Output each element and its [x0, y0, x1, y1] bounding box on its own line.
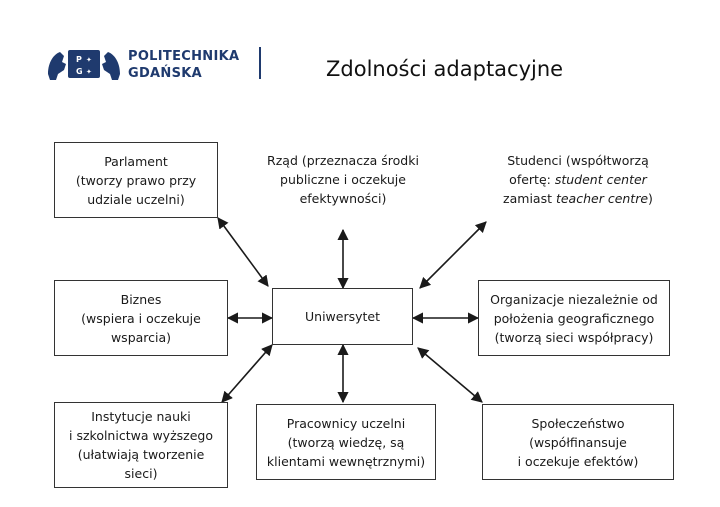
biznes-title: Biznes: [120, 291, 162, 307]
node-spoleczenstwo: [482, 404, 674, 480]
node-instytucje: [54, 402, 228, 488]
studenci-desc-3c: ): [648, 190, 653, 206]
organizacje-desc-1: niezależnie od: [564, 291, 658, 307]
studenci-desc-3b: teacher centre: [555, 190, 649, 206]
parlament-title: Parlament: [104, 153, 168, 169]
node-uniwersytet: [272, 288, 413, 345]
biznes-desc-2: wsparcia): [110, 329, 172, 345]
logo-line-1: POLITECHNIKA: [128, 49, 240, 64]
node-studenci: [486, 145, 670, 213]
logo-line-2: GDAŃSKA: [128, 66, 202, 81]
organizacje-desc-3: (tworzą sieci współpracy): [494, 329, 654, 345]
organizacje-desc-2: położenia geograficznego: [493, 310, 655, 326]
spoleczenstwo-desc-2: i oczekuje efektów): [517, 453, 639, 469]
instytucje-desc-2: (ułatwiają tworzenie: [77, 447, 205, 462]
node-pracownicy: [256, 404, 436, 480]
instytucje-title: Instytucje nauki: [91, 409, 191, 424]
studenci-desc-3a: zamiast: [503, 190, 556, 206]
node-parlament: [54, 142, 218, 218]
pracownicy-title: Pracownicy uczelni: [286, 415, 406, 431]
svg-text:G: G: [76, 67, 83, 76]
uniwersytet-label: Uniwersytet: [305, 309, 380, 324]
arrow-parlament: [218, 218, 268, 286]
arrow-spoleczenstwo: [418, 348, 482, 402]
rzad-desc-3: efektywności): [299, 190, 387, 206]
organizacje-title: Organizacje: [490, 291, 565, 307]
node-organizacje: [478, 280, 670, 356]
pracownicy-desc-1: (tworzą wiedzę, są: [287, 434, 405, 450]
svg-text:✦: ✦: [86, 56, 92, 64]
svg-text:✦: ✦: [86, 68, 92, 76]
studenci-desc-2a: ofertę:: [509, 171, 555, 187]
spoleczenstwo-title: Społeczeństwo: [531, 415, 625, 431]
arrow-instytucje: [222, 345, 272, 402]
rzad-desc-1: (przeznacza środki: [297, 152, 419, 168]
svg-text:P: P: [76, 55, 82, 64]
spoleczenstwo-desc-1: (współfinansuje: [529, 434, 627, 450]
node-rzad: [253, 145, 433, 213]
instytucje-desc-1: i szkolnictwa wyższego: [69, 428, 213, 443]
rzad-title: Rząd: [267, 152, 298, 168]
instytucje-desc-3: sieci): [124, 466, 158, 481]
biznes-desc-1: (wspiera i oczekuje: [81, 310, 201, 326]
pracownicy-desc-2: klientami wewnętrznymi): [266, 453, 426, 469]
parlament-desc-1: (tworzy prawo przy: [75, 172, 197, 188]
studenci-desc-2b: student center: [554, 171, 647, 187]
rzad-desc-2: publiczne i oczekuje: [280, 171, 406, 187]
studenci-desc-1: (współtworzą: [561, 152, 649, 168]
arrow-studenci: [420, 222, 486, 288]
parlament-desc-2: udziale uczelni): [87, 191, 185, 207]
node-biznes: [54, 280, 228, 356]
studenci-title: Studenci: [507, 152, 562, 168]
page-title: Zdolności adaptacyjne: [326, 57, 564, 81]
